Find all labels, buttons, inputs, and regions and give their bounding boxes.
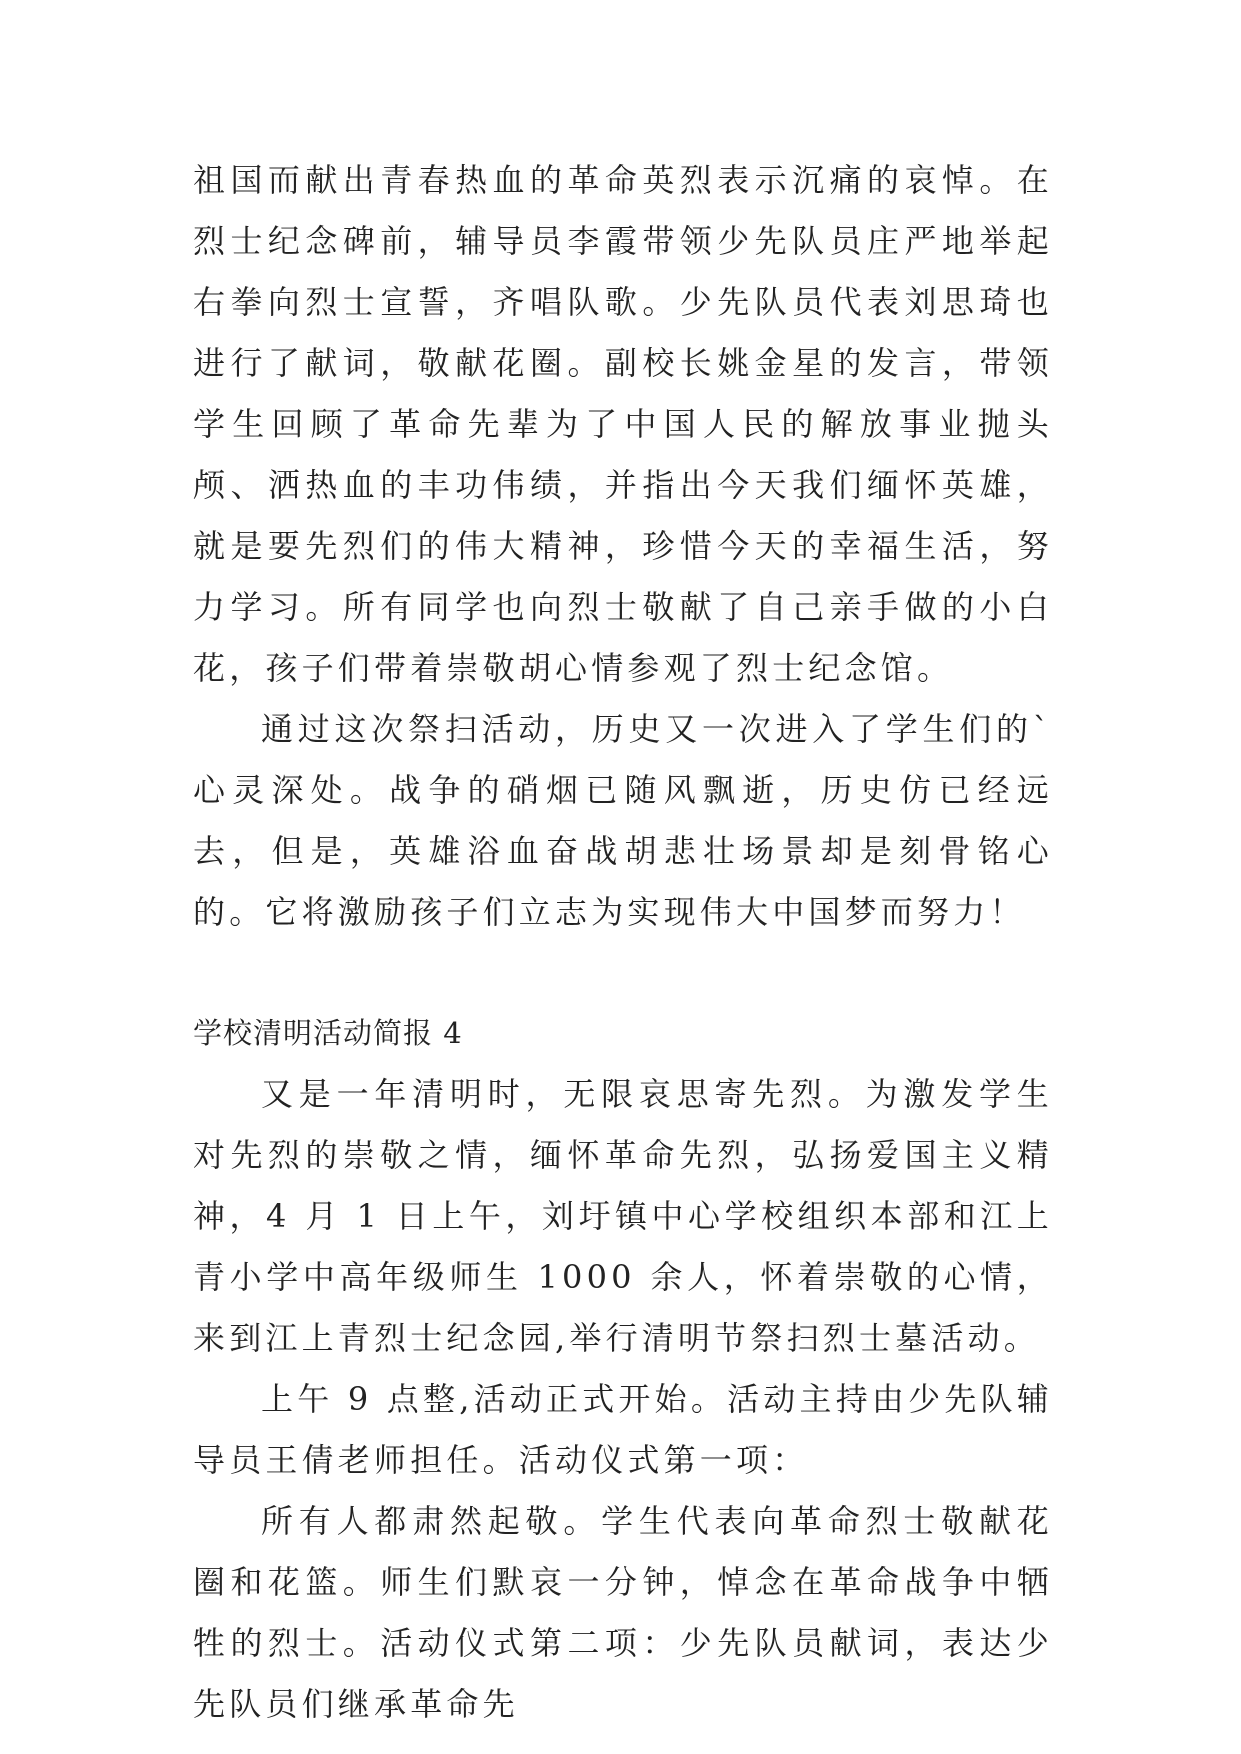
paragraph-ceremony-start: 上午 9 点整,活动正式开始。活动主持由少先队辅导员王倩老师担任。活动仪式第一项：: [193, 1380, 1053, 1479]
paragraph-intro: 又是一年清明时，无限哀思寄先烈。为激发学生对先烈的崇敬之情，缅怀革命先烈，弘扬爱国主义精神，4 月 1 日上午，刘圩镇中心学校组织本部和江上青小学中高年级师生 1000 余人，怀着崇敬的心情，来到江上青烈士纪念园,举行清明节祭扫烈士墓活动。: [193, 1075, 1053, 1357]
paragraph-reflection: 通过这次祭扫活动，历史又一次进入了学生们的`心灵深处。战争的硝烟已随风飘逝，历史仿已经远去，但是，英雄浴血奋战胡悲壮场景却是刻骨铭心的。它将激励孩子们立志为实现伟大中国梦而努力！: [193, 710, 1053, 931]
paragraph-ceremony-steps: 所有人都肃然起敬。学生代表向革命烈士敬献花圈和花篮。师生们默哀一分钟，悼念在革命战争中牺牲的烈士。活动仪式第二项：少先队员献词，表达少先队员们继承革命先: [193, 1502, 1053, 1723]
paragraph-continued: 祖国而献出青春热血的革命英烈表示沉痛的哀悼。在烈士纪念碑前，辅导员李霞带领少先队员庄严地举起右拳向烈士宣誓，齐唱队歌。少先队员代表刘思琦也进行了献词，敬献花圈。副校长姚金星的发言，带领学生回顾了革命先辈为了中国人民的解放事业抛头颅、洒热血的丰功伟绩，并指出今天我们缅怀英雄，就是要先烈们的伟大精神，珍惜今天的幸福生活，努力学习。所有同学也向烈士敬献了自己亲手做的小白花，孩子们带着崇敬胡心情参观了烈士纪念馆。: [193, 161, 1053, 687]
document-body: [193, 150, 1053, 1735]
section-title: 学校清明活动简报 4: [193, 1016, 463, 1050]
